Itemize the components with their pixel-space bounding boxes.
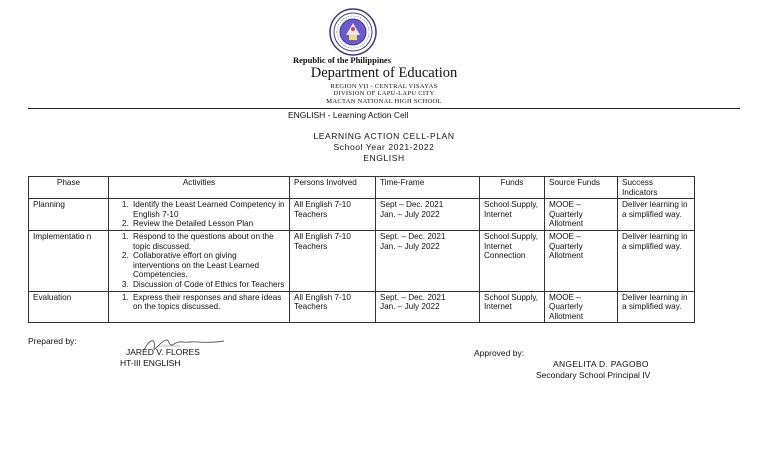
header-time-frame: Time-Frame — [376, 177, 480, 199]
time-frame-line: Jan. – July 2022 — [380, 302, 440, 312]
time-frame-line: Sept. – Dec. 2021 — [380, 292, 446, 302]
cell-subtitle: ENGLISH - Learning Action Cell — [288, 110, 409, 120]
deped-seal-icon — [329, 8, 377, 56]
cell-source: MOOE – Quarterly Allotment — [545, 199, 618, 231]
cell-activities — [109, 199, 290, 231]
table-row — [29, 199, 695, 231]
cell-phase: Planning — [29, 199, 109, 231]
cell-funds: School Supply, Internet Connection — [480, 230, 545, 291]
cell-success: Deliver learning in a simplified way. — [618, 199, 695, 231]
activity-item: 3. Discussion of Code of Ethics for Teachers — [131, 280, 285, 290]
school-year: School Year 2021-2022 — [333, 142, 435, 152]
cell-activities — [109, 230, 290, 291]
cell-time-frame — [376, 291, 480, 323]
division-line: DIVISION OF LAPU-LAPU CITY — [333, 90, 435, 97]
cell-activities — [109, 291, 290, 323]
time-frame-line: Jan. – July 2022 — [380, 241, 440, 251]
time-frame-line: Sept. – Dec. 2021 — [380, 231, 446, 241]
cell-time-frame — [376, 230, 480, 291]
header-activities: Activities — [109, 177, 290, 199]
region-line: REGION VII - CENTRAL VISAYAS — [330, 83, 438, 90]
cell-phase: Implementatio n — [29, 230, 109, 291]
subject-line: ENGLISH — [363, 153, 405, 163]
table-header-row — [29, 177, 695, 199]
republic-line: Republic of the Philippines — [293, 55, 392, 65]
table-row — [29, 230, 695, 291]
approved-by-label: Approved by: — [474, 348, 525, 358]
header-funds: Funds — [480, 177, 545, 199]
cell-persons: All English 7-10 Teachers — [290, 291, 376, 323]
header-success: Success Indicators — [618, 177, 695, 199]
approved-by-name: ANGELITA D. PAGOBO — [553, 359, 649, 369]
header-phase: Phase — [29, 177, 109, 199]
approved-by-title: Secondary School Principal IV — [536, 370, 651, 380]
cell-success: Deliver learning in a simplified way. — [618, 291, 695, 323]
activity-item: 1. Identify the Least Learned Competency in English 7-10 — [131, 200, 285, 219]
plan-title: LEARNING ACTION CELL-PLAN — [313, 131, 455, 141]
prepared-by-name: JARED V. FLORES — [126, 347, 200, 357]
activity-item: 1. Respond to the questions about on the topic discussed. — [131, 232, 285, 251]
cell-source: MOOE – Quarterly Allotment — [545, 291, 618, 323]
header-divider — [28, 108, 740, 109]
activity-item: 2. Collaborative effort on giving interventions on the Least Learned Competencies. — [131, 251, 285, 280]
prepared-by-label: Prepared by: — [28, 336, 77, 346]
header-persons: Persons Involved — [290, 177, 376, 199]
prepared-by-title: HT-III ENGLISH — [120, 358, 181, 368]
cell-funds: School Supply, Internet — [480, 291, 545, 323]
cell-persons: All English 7-10 Teachers — [290, 199, 376, 231]
activity-item: 2. Review the Detailed Lesson Plan — [131, 219, 285, 229]
header-source-funds: Source Funds — [545, 177, 618, 199]
activity-item: 1. Express their responses and share ideas on the topics discussed. — [131, 293, 285, 312]
cell-phase: Evaluation — [29, 291, 109, 323]
cell-success: Deliver learning in a simplified way. — [618, 230, 695, 291]
cell-time-frame — [376, 199, 480, 231]
table-row — [29, 291, 695, 323]
department-title: Department of Education — [310, 65, 458, 81]
lac-plan-table — [28, 176, 695, 323]
school-line: MACTAN NATIONAL HIGH SCHOOL — [326, 98, 442, 105]
time-frame-line: Sept – Dec. 2021 — [380, 200, 444, 210]
cell-source: MOOE – Quarterly Allotment — [545, 230, 618, 291]
time-frame-line: Jan. – July 2022 — [380, 209, 440, 219]
cell-funds: School Supply, Internet — [480, 199, 545, 231]
cell-persons: All English 7-10 Teachers — [290, 230, 376, 291]
